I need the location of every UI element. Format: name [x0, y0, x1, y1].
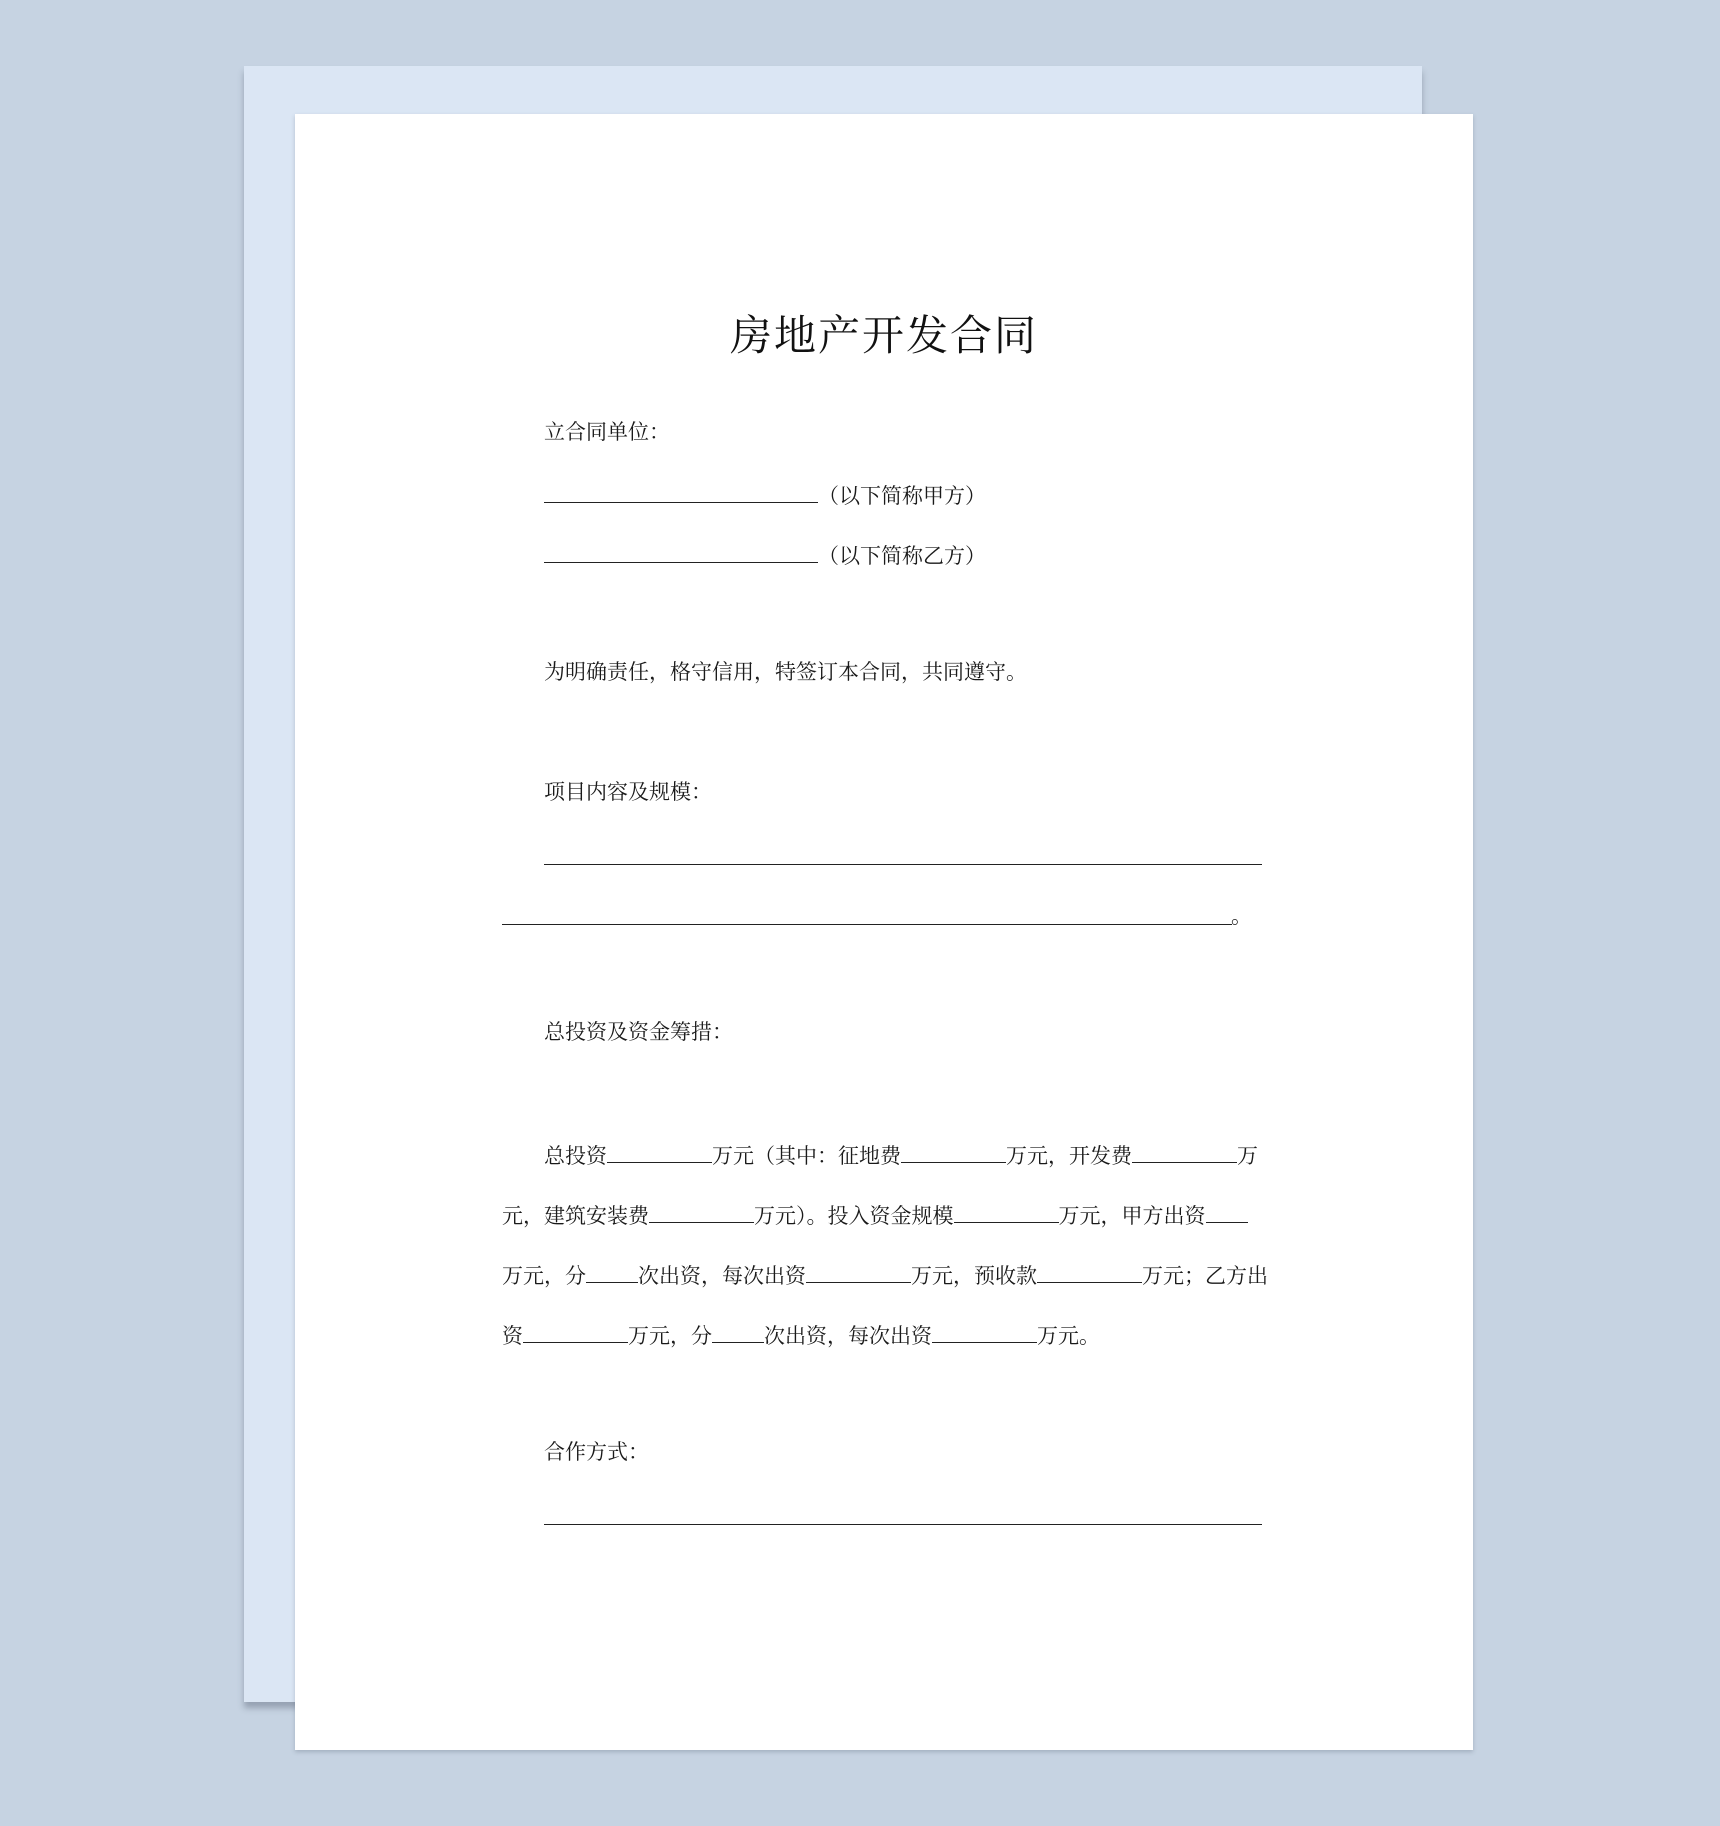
- project-blank-1[interactable]: [544, 864, 1262, 865]
- party-b-blank[interactable]: [544, 538, 818, 563]
- inv-text: 万元，开发费: [1006, 1144, 1132, 1168]
- investment-scale-blank[interactable]: [954, 1198, 1059, 1223]
- inv-text: 万元（其中：征地费: [712, 1144, 901, 1168]
- total-investment-blank[interactable]: [607, 1138, 712, 1163]
- party-b-suffix: （以下简称乙方）: [818, 544, 986, 568]
- inv-text: 万元，预收款: [911, 1264, 1037, 1288]
- document-title: 房地产开发合同: [729, 311, 1038, 360]
- inv-text: 元，建筑安装费: [502, 1204, 649, 1228]
- inv-text: 万元，甲方出资: [1058, 1204, 1206, 1228]
- parties-label: 立合同单位：: [544, 420, 670, 444]
- inv-text: 万元，分: [628, 1324, 712, 1348]
- party-b-contribution-blank[interactable]: [523, 1318, 628, 1343]
- inv-text: 万元。: [1037, 1324, 1100, 1348]
- advance-payment-blank[interactable]: [1037, 1258, 1142, 1283]
- inv-text: 万元，分: [502, 1264, 586, 1288]
- project-label: 项目内容及规模：: [544, 780, 712, 804]
- inv-text: 资: [502, 1324, 523, 1348]
- preamble-text: 为明确责任，格守信用，特签订本合同，共同遵守。: [544, 660, 1027, 684]
- party-b-line: [544, 538, 986, 570]
- investment-line-4: [502, 1318, 1100, 1350]
- investment-line-3: [502, 1258, 1268, 1290]
- party-a-installments-blank[interactable]: [586, 1258, 638, 1283]
- land-fee-blank[interactable]: [901, 1138, 1006, 1163]
- project-blank-2[interactable]: [502, 924, 1232, 925]
- inv-text: 万: [1237, 1144, 1258, 1168]
- inv-text: 次出资，每次出资: [638, 1264, 806, 1288]
- project-end-mark: 。: [1231, 904, 1252, 928]
- party-a-line: [544, 478, 986, 510]
- cooperation-label: 合作方式：: [544, 1440, 649, 1464]
- party-a-per-installment-blank[interactable]: [806, 1258, 911, 1283]
- party-b-per-installment-blank[interactable]: [932, 1318, 1037, 1343]
- party-a-contribution-blank[interactable]: [1206, 1198, 1248, 1223]
- inv-text: 次出资，每次出资: [764, 1324, 932, 1348]
- development-fee-blank[interactable]: [1132, 1138, 1237, 1163]
- construction-fee-blank[interactable]: [649, 1198, 754, 1223]
- investment-label: 总投资及资金筹措：: [544, 1020, 733, 1044]
- party-a-suffix: （以下简称甲方）: [818, 484, 986, 508]
- investment-line-1: [544, 1138, 1258, 1170]
- investment-line-2: [502, 1198, 1248, 1230]
- contract-document: [295, 114, 1473, 1750]
- party-b-installments-blank[interactable]: [712, 1318, 764, 1343]
- cooperation-blank[interactable]: [544, 1524, 1262, 1525]
- document-page: [295, 114, 1473, 1750]
- inv-text: 万元）。投入资金规模: [754, 1204, 954, 1228]
- party-a-blank[interactable]: [544, 478, 818, 503]
- inv-text: 总投资: [544, 1144, 607, 1168]
- inv-text: 万元；乙方出: [1142, 1264, 1268, 1288]
